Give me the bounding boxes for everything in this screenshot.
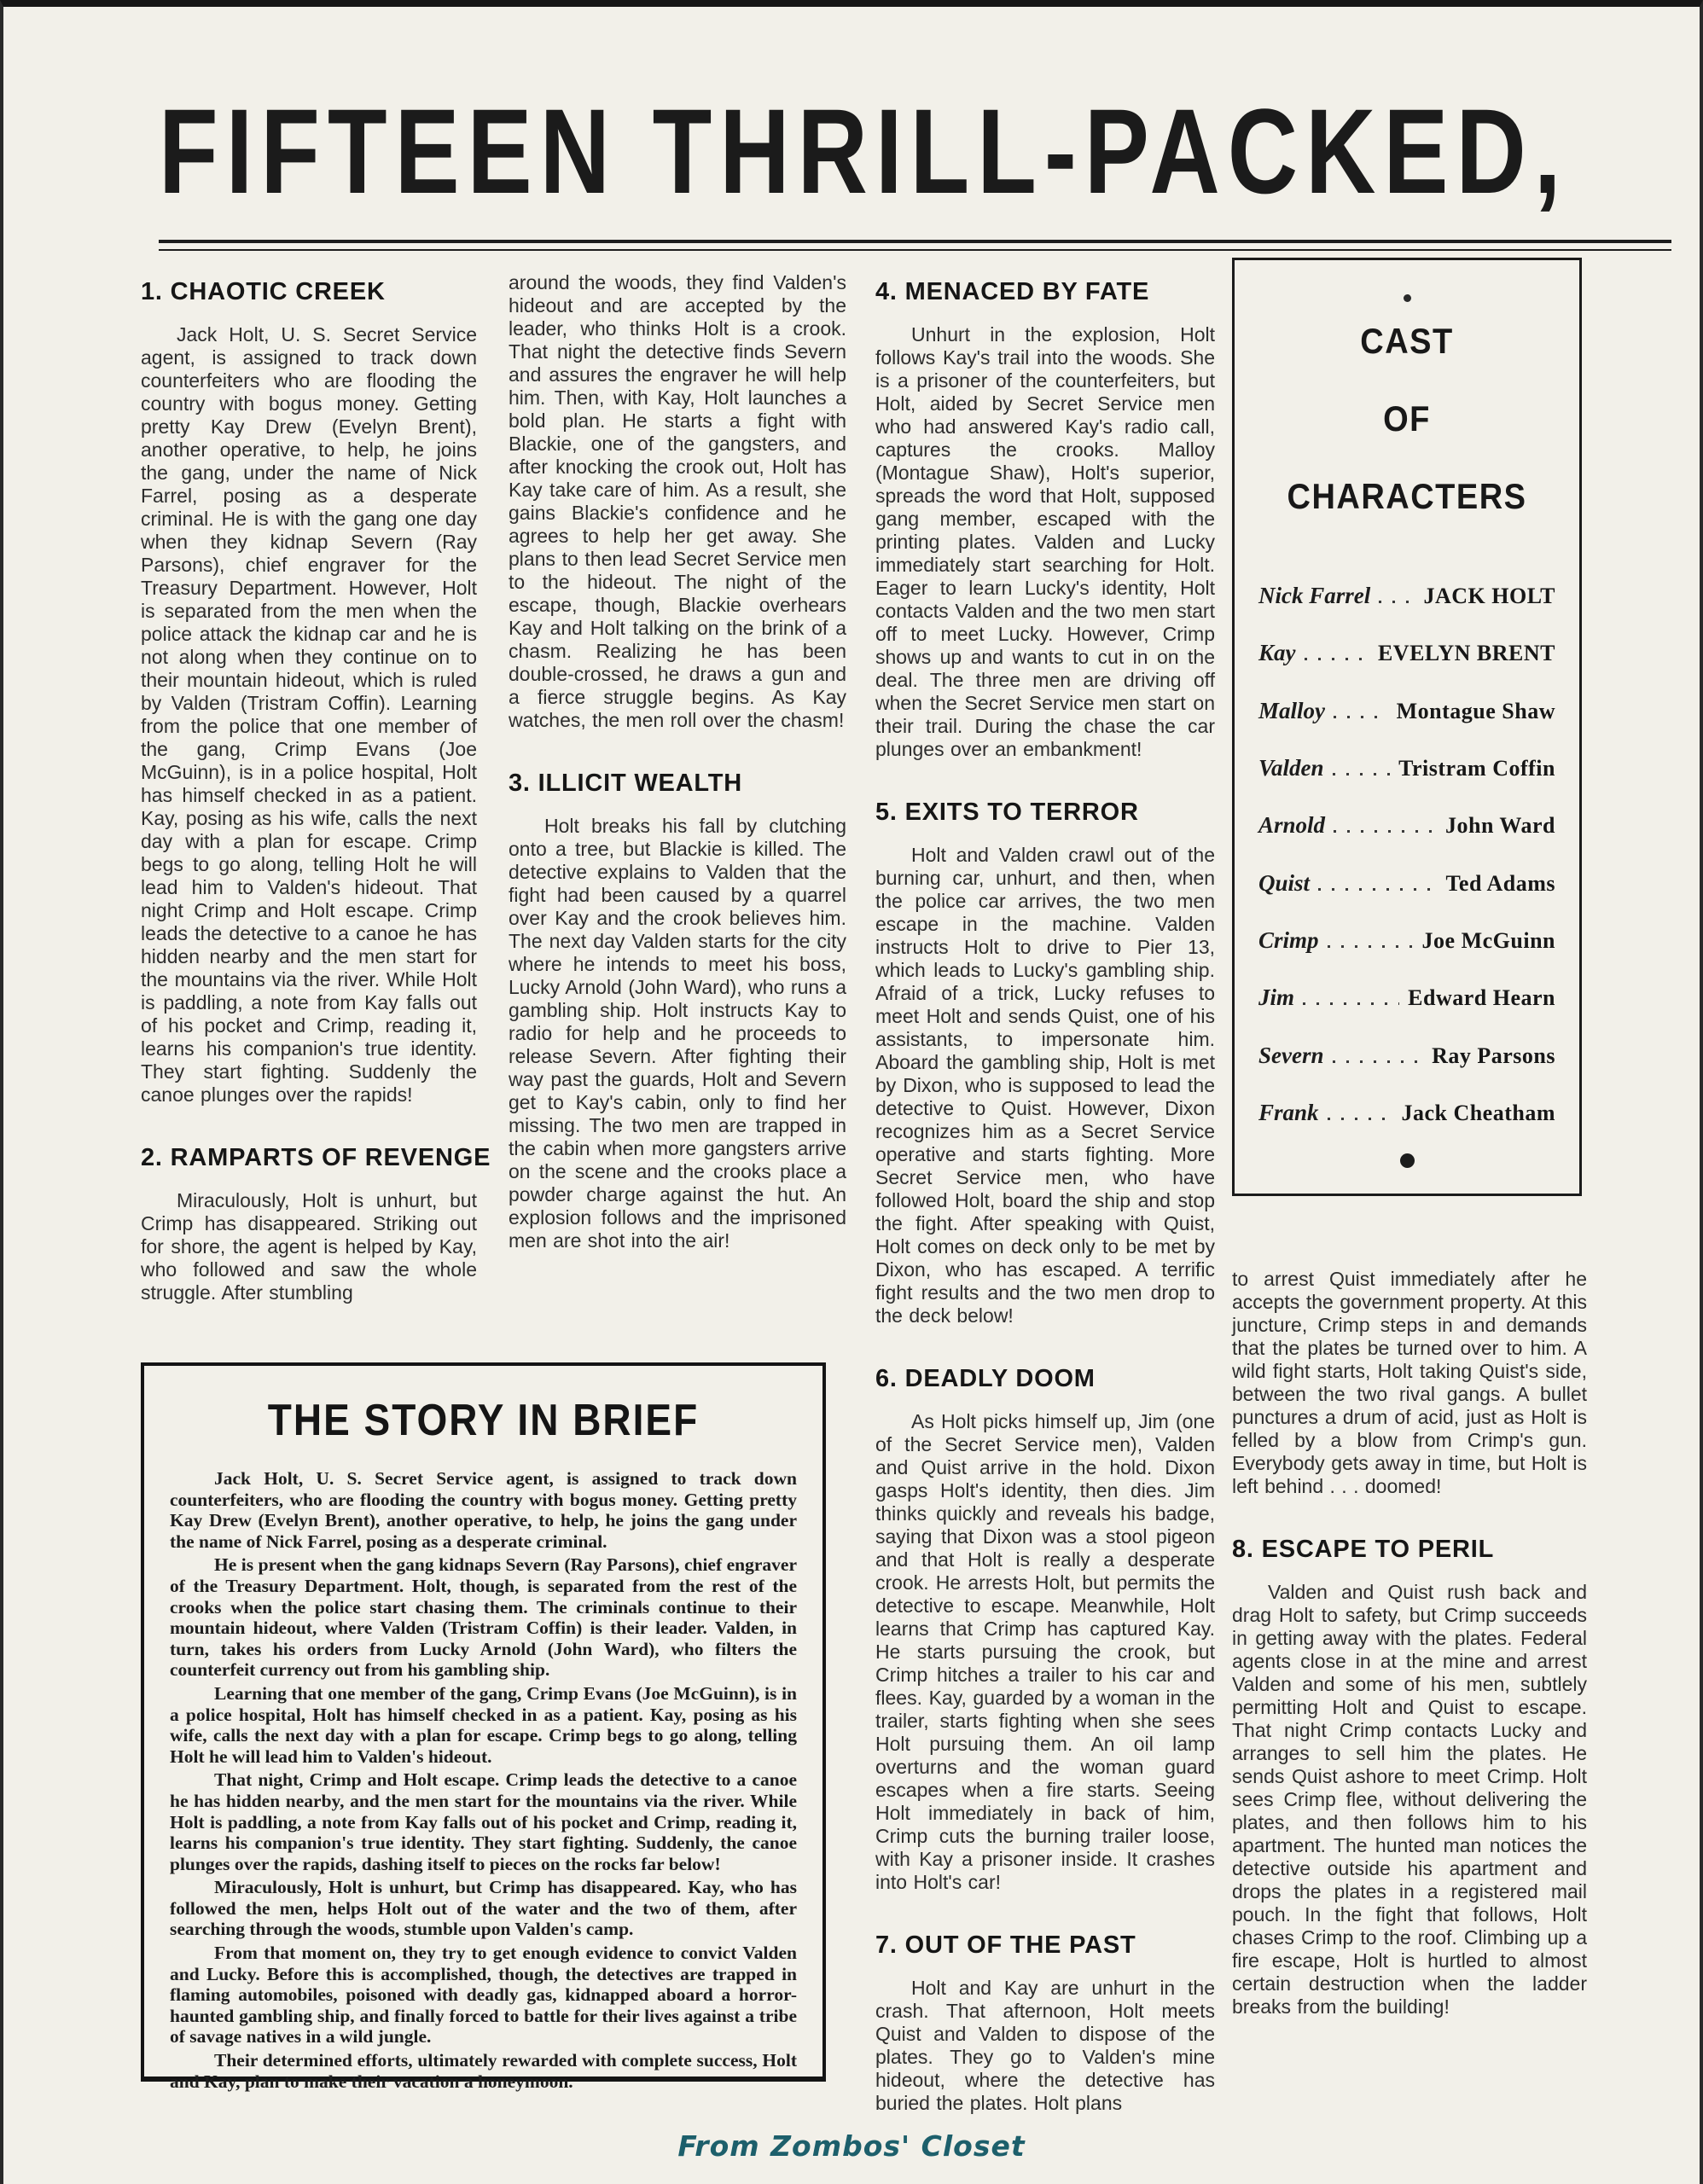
cast-row (1258, 927, 1555, 954)
cast-row (1258, 755, 1555, 781)
cast-actor: Edward Hearn (1408, 985, 1555, 1011)
cast-row (1258, 698, 1555, 724)
cast-actor: Joe McGuinn (1421, 927, 1555, 953)
cast-list (1258, 567, 1555, 1141)
cast-box-title-line-1: CAST (1360, 322, 1454, 363)
chapter-4-heading: 4. MENACED BY FATE (875, 278, 1150, 305)
chapter-7-text-continuation: to arrest Quist immediately after he accepts the government property. At this juncture, Crimp steps in and demands that the plates be turned over to him. A wild fight starts, Holt taking Quist's side, between the two rival gangs. A bullet punctures a drum of acid, just as Holt is felled by a blow from Crimp's gun. Everybody gets away in time, but Holt is left behind . . . doomed! (1232, 1268, 1587, 1497)
cast-actor: EVELYN BRENT (1377, 641, 1555, 666)
chapter-3-heading: 3. ILLICIT WEALTH (509, 770, 743, 797)
chapter-8-text: Valden and Quist rush back and drag Holt to safety, but Crimp succeeds in getting away with the plates. Federal agents close in at the mine and arrest Valden and some of his men, subtlely permitting Holt and Quist to escape. That night Crimp contacts Lucky and arranges to sell him the plates. He sends Quist ashore to meet Crimp. Holt sees Crimp flee, without delivering the plates, and then follows him to his apartment. The hunted man notices the detective outside his apartment and drops the plates in a registered mail pouch. In the fight that follows, Holt chases Crimp to the roof. Climbing up a fire escape, Holt is hurtled to almost certain destruction when the ladder breaks from the building! (1232, 1581, 1587, 2018)
leader-dots (1334, 830, 1437, 833)
leader-dots (1333, 773, 1391, 775)
cast-row (1258, 1100, 1555, 1126)
cast-actor: Tristram Coffin (1398, 756, 1555, 781)
chapter-2-heading: 2. RAMPARTS OF REVENGE (141, 1144, 491, 1171)
story-paragraph-3: Learning that one member of the gang, Crimp Evans (Joe McGuinn), is in a police hospital, Holt has himself checked in as a patient. Kay, posing as his wife, calls the next day with a plan for escape. Crimp begs to go along, telling Holt he will lead him to Valden's hideout. (170, 1682, 797, 1767)
cast-of-characters-box (1232, 258, 1582, 1196)
cast-actor: Jack Cheatham (1401, 1100, 1555, 1125)
chapter-7-text: Holt and Kay are unhurt in the crash. That afternoon, Holt meets Quist and Valden to dispose of the plates. They go to Valden's mine hideout, where the detective has buried the plates. Holt plans (875, 1977, 1215, 2114)
cast-role: Malloy (1258, 697, 1325, 723)
cast-role: Quist (1258, 869, 1311, 896)
cast-row (1258, 812, 1555, 839)
leader-dots (1305, 658, 1369, 660)
cast-role: Valden (1258, 755, 1324, 781)
leader-dots (1333, 1060, 1424, 1063)
cast-row (1258, 985, 1555, 1011)
leader-dots (1328, 945, 1414, 948)
cast-role: Kay (1258, 640, 1296, 666)
story-in-brief-title: THE STORY IN BRIEF (267, 1394, 700, 1445)
story-paragraph-7: Their determined efforts, ultimately rewarded with complete success, Holt and Kay, plan to make their vacation a honeymoon. (170, 2050, 797, 2092)
chapter-1-heading: 1. CHAOTIC CREEK (141, 278, 386, 305)
cast-role: Crimp (1258, 926, 1319, 953)
leader-dots (1334, 716, 1388, 718)
story-paragraph-6: From that moment on, they try to get enough evidence to convict Valden and Lucky. Before this is accomplished, though, the detectives are trapped in flaming automobiles, poisoned with deadly gas, kidnapped aboard a horror-haunted gambling ship, and finally forced to battle for their lives against a tribe of savage natives in a wild jungle. (170, 1943, 797, 2048)
leader-dots (1379, 601, 1415, 603)
chapter-3-text: Holt breaks his fall by clutching onto a tree, but Blackie is killed. The detective explains to Valden that the fight had been caused by a quarrel over Kay and the crook believes him. The next day Valden starts for the city where he intends to meet his boss, Lucky Arnold (John Ward), who runs a gambling ship. Holt instructs Kay to radio for help and he proceeds to release Severn. After fighting their way past the guards, Holt and Severn get to Kay's cabin, only to find her missing. The two men are trapped in the cabin when more gangsters arrive on the scene and the crooks place a powder charge against the hut. An explosion follows and the imprisoned men are shot into the air! (509, 815, 846, 1252)
story-paragraph-2: He is present when the gang kidnaps Severn (Ray Parsons), chief engraver of the Treasury Department. Holt, though, is separated from the rest of the crooks when the police start chasing them. The criminals continue to their mountain hideout, where Valden (Tristram Coffin) is their leader. Valden, in turn, takes his orders from Lucky Arnold (John Ward), who filters the counterfeit currency out from his gambling ship. (170, 1554, 797, 1681)
cast-actor: Ray Parsons (1432, 1043, 1555, 1068)
leader-dots (1328, 1118, 1393, 1120)
chapter-5-heading: 5. EXITS TO TERROR (875, 799, 1139, 826)
cast-row (1258, 583, 1555, 609)
column-1 (141, 271, 491, 1304)
cast-row (1258, 640, 1555, 666)
cast-role: Frank (1258, 1099, 1319, 1125)
story-in-brief-box (141, 1362, 826, 2092)
cast-box-title-line-2: OF (1383, 399, 1431, 440)
leader-dots (1318, 888, 1437, 891)
cast-row (1258, 870, 1555, 897)
cast-actor: Montague Shaw (1396, 698, 1555, 723)
page-title: FIFTEEN THRILL-PACKED, (159, 84, 1569, 220)
column-4-text (1232, 1268, 1587, 2018)
chapter-7-heading: 7. OUT OF THE PAST (875, 1931, 1136, 1959)
leader-dots (1303, 1002, 1399, 1005)
headline-double-rule (159, 240, 1671, 251)
cast-actor: Ted Adams (1445, 870, 1555, 896)
chapter-6-text: As Holt picks himself up, Jim (one of the Secret Service men), Valden and Quist arrive in the hold. Dixon gasps Holt's identity, then dies. Jim thinks quickly and reveals his badge, saying that Dixon was a stool pigeon and that Holt is really a desperate crook. He arrests Holt, but permits the detective to escape. Meanwhile, Holt learns that Crimp has captured Kay. He starts pursuing the crook, but Crimp hitches a trailer to his car and flees. Kay, guarded by a woman in the trailer, starts fighting when she sees Holt pursuing them. An oil lamp overturns and the woman guard escapes when a fire starts. Seeing Holt immediately in back of him, Crimp cuts the burning trailer loose, with Kay a prisoner inside. It crashes into Holt's car! (875, 1410, 1215, 1893)
cast-box-title-line-3: CHARACTERS (1287, 477, 1527, 518)
cast-role: Nick Farrel (1258, 583, 1371, 609)
story-paragraph-1: Jack Holt, U. S. Secret Service agent, is assigned to track down counterfeiters, who are flooding the country with bogus money. Getting pretty Kay Drew (Evelyn Brent), another operative, to help, he joins the gang under the name of Nick Farrel, posing as a desperate criminal. (170, 1468, 797, 1552)
chapter-1-text: Jack Holt, U. S. Secret Service agent, is assigned to track down counterfeiters who are flooding the country with bogus money. Getting pretty Kay Drew (Evelyn Brent), another operative, to help, he joins the gang, under the name of Nick Farrel, posing as a desperate criminal. He is with the gang one day when they kidnap Severn (Ray Parsons), chief engraver for the Treasury Department. However, Holt is separated from the men when the police attack the kidnap car and he is not along when they continue on to their mountain hideout, which is ruled by Valden (Tristram Coffin). Learning from the police that one member of the gang, Crimp Evans (Joe McGuinn), is in a police hospital, Holt has himself checked in as a patient. Kay, posing as his wife, calls the next day with a plan for escape. Crimp begs to go along, telling Holt he will lead him to Valden's hideout. That night Crimp and Holt escape. Crimp leads the detective to a canoe he has hidden nearby and the men start for the mountains via the river. While Holt is paddling, a note from Kay falls out of his pocket and Crimp, reading it, learns his companion's true identity. They start fighting. Suddenly the canoe plunges over the rapids! (141, 323, 477, 1106)
column-4 (1232, 258, 1587, 2018)
chapter-6-heading: 6. DEADLY DOOM (875, 1365, 1096, 1392)
chapter-8-heading: 8. ESCAPE TO PERIL (1232, 1536, 1495, 1563)
bullet-icon (1400, 1153, 1415, 1168)
cast-actor: John Ward (1444, 813, 1555, 839)
column-2 (509, 271, 846, 1252)
column-3 (875, 271, 1215, 2115)
cast-role: Jim (1258, 985, 1295, 1011)
story-paragraph-5: Miraculously, Holt is unhurt, but Crimp has disappeared. Kay, who has followed the men, helps Holt out of the water and the two of them, after searching through the woods, stumble upon Valden's camp. (170, 1877, 797, 1940)
chapter-5-text: Holt and Valden crawl out of the burning car, unhurt, and then, when the police car arrives, the two men escape in the machine. Valden instructs Holt to drive to Pier 13, which leads to Lucky's gambling ship. Afraid of a trick, Lucky refuses to meet Holt and sends Quist, one of his assistants, to impersonate him. Aboard the gambling ship, Holt is met by Dixon, who is supposed to lead the detective to Quist. However, Dixon recognizes him as a Secret Service operative and starts fighting. More Secret Service men, who have followed Holt, board the ship and stop the fight. After speaking with Quist, Holt comes on deck only to be met by Dixon, who has escaped. A terrific fight results and the two men drop to the deck below! (875, 844, 1215, 1327)
cast-row (1258, 1043, 1555, 1069)
chapter-2-text-part2: around the woods, they find Valden's hideout and are accepted by the leader, who thinks Holt is a crook. That night the detective finds Severn and assures the engraver he will help him. Then, with Kay, Holt launches a bold plan. He starts a fight with Blackie, one of the gangsters, and after knocking the crook out, Holt has Kay take care of him. As a result, she gains Blackie's confidence and he agrees to help her get away. She plans to then lead Secret Service men to the hideout. The night of the escape, though, Blackie overhears Kay and Holt talking on the brink of a chasm. Realizing he has been double-crossed, he draws a gun and a fierce struggle begins. As Kay watches, the men roll over the chasm! (509, 271, 846, 731)
chapter-4-text: Unhurt in the explosion, Holt follows Kay's trail into the woods. She is a prisoner of the counterfeiters, but Holt, aided by Secret Service men who had answered Kay's radio call, captures the crooks. Malloy (Montague Shaw), Holt's superior, spreads the word that Holt, supposed gang member, escaped with the printing plates. Valden and Lucky immediately start searching for Holt. Eager to learn Lucky's identity, Holt contacts Valden and the two men start off to meet Lucky. However, Crimp shows up and wants to cut in on the deal. The three men are driving off when the Secret Service men start on their trail. During the chase the car plunges over an embankment! (875, 323, 1215, 760)
cast-role: Severn (1258, 1042, 1324, 1068)
watermark-text: From Zombos' Closet (677, 2129, 1026, 2163)
chapter-2-text-part1: Miraculously, Holt is unhurt, but Crimp has disappeared. Striking out for shore, the agent is helped by Kay, who followed and saw the whole struggle. After stumbling (141, 1189, 477, 1304)
cast-actor: JACK HOLT (1423, 584, 1555, 609)
story-paragraph-4: That night, Crimp and Holt escape. Crimp leads the detective to a canoe he has hidden nearby, and the men start for the mountains via the river. While Holt is paddling, a note from Kay falls out of his pocket and Crimp, reading it, learns his companion's true identity. They start fighting. Suddenly, the canoe plunges over the rapids, dashing itself to pieces on the rocks far below! (170, 1769, 797, 1874)
cast-role: Arnold (1258, 812, 1326, 839)
dot-ornament-icon (1404, 294, 1411, 302)
